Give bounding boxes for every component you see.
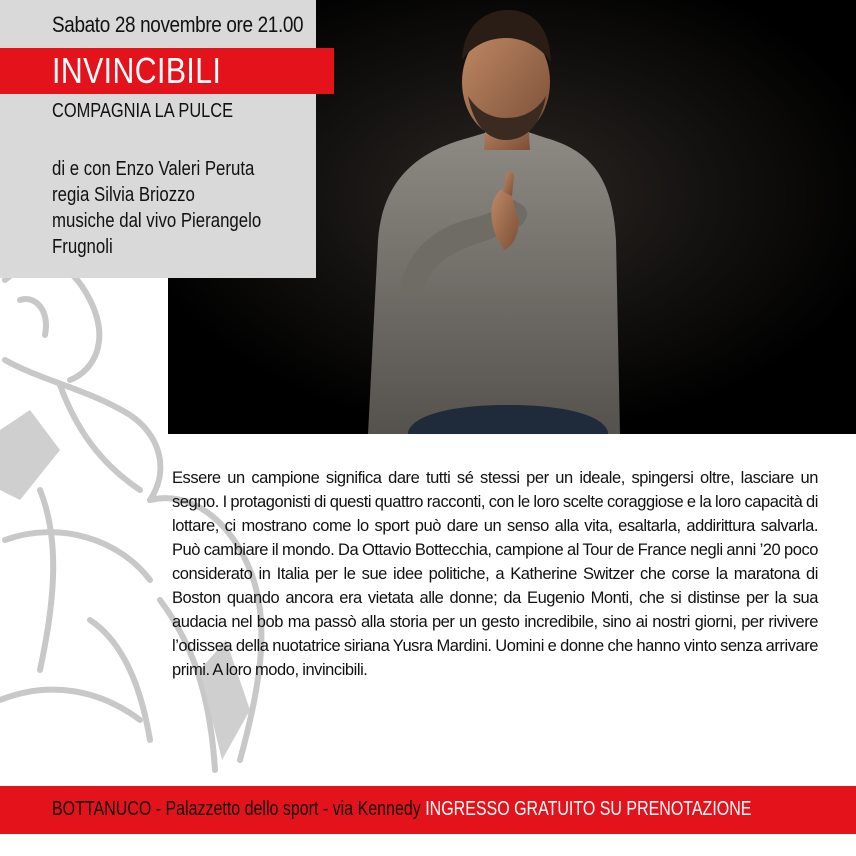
credit-line: di e con Enzo Valeri Peruta <box>52 158 255 180</box>
entry-info: INGRESSO GRATUITO SU PRENOTAZIONE <box>425 798 752 820</box>
credit-line: musiche dal vivo Pierangelo <box>52 210 262 232</box>
event-description: Essere un campione significa dare tutti sé stessi per un ideale, spingersi oltre, lasciare un segno. I protagonisti di questi quattro racconti, con le loro scelte coraggiose e la loro capacità di lottare, ci mostrano come lo sport può dare un senso alla vita, esaltarla, addirittura salvarla. Può cambiare il mondo. Da Ottavio Bottecchia, campione al Tour de France negli anni ’20 poco considerato in Italia per le sue idee politiche, a Katherine Switzer che corse la maratona di Boston quando ancora era vietata alle donne; da Eugenio Monti, che si distinse per la sua audacia nel bob ma passò alla storia per un gesto incredibile, sino ai nostri giorni, per rivivere l’odissea della nuotatrice siriana Yusra Mardini. Uomini e donne che hanno vinto senza arrivare primi. A loro modo, invincibili. <box>172 468 818 680</box>
event-title: INVINCIBILI <box>52 50 222 91</box>
company-name: COMPAGNIA LA PULCE <box>52 100 234 122</box>
credits-list <box>52 156 301 260</box>
credit-line: Frugnoli <box>52 236 113 258</box>
footer-text <box>52 798 751 821</box>
event-date: Sabato 28 novembre ore 21.00 <box>52 12 304 37</box>
credit-line: regia Silvia Briozzo <box>52 184 195 206</box>
venue-info: BOTTANUCO - Palazzetto dello sport - via Kennedy <box>52 798 421 820</box>
